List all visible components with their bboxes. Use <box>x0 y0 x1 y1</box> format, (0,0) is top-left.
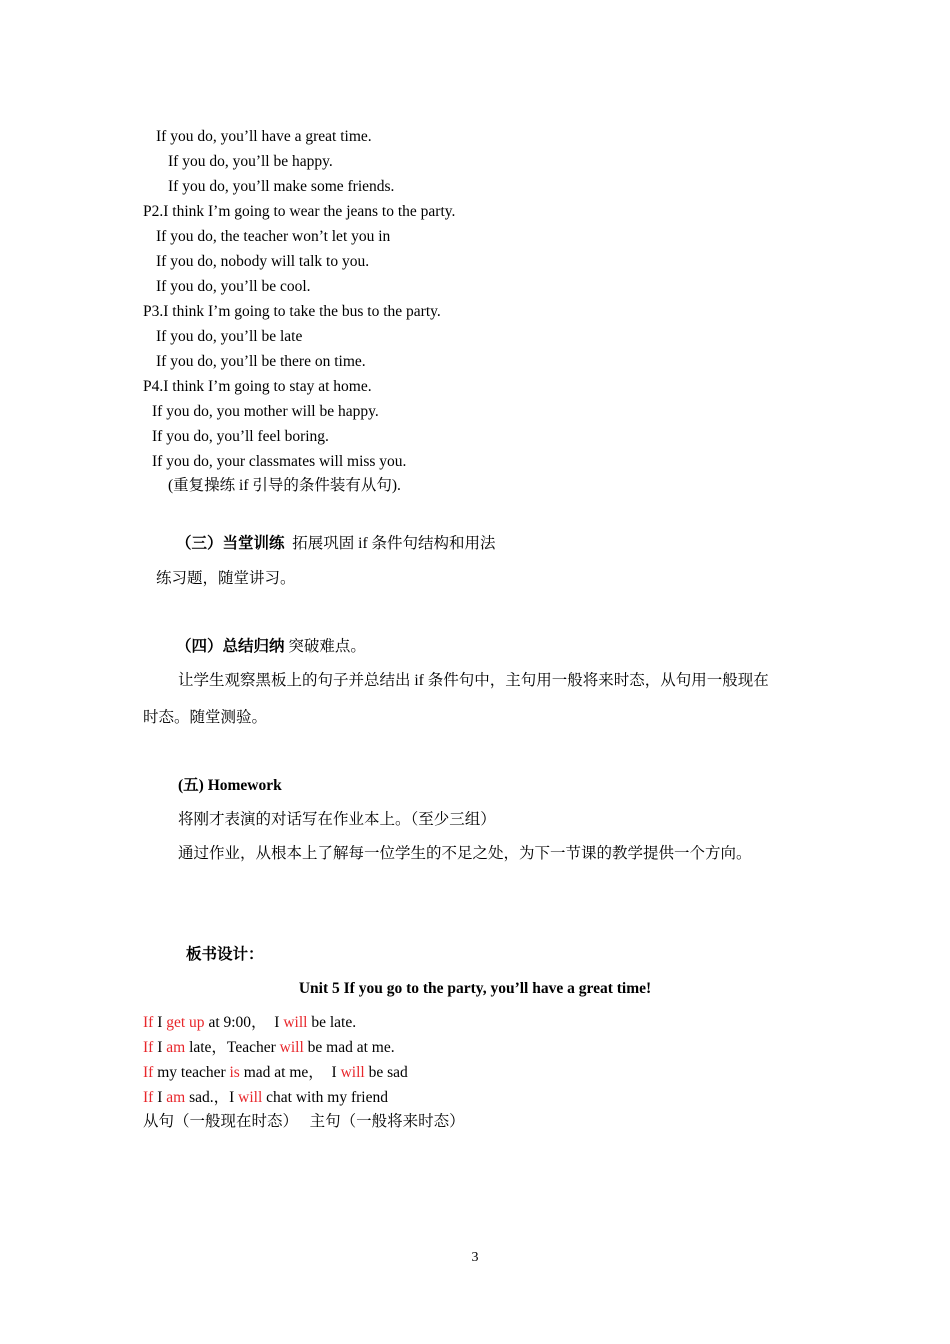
section4 <box>176 637 366 657</box>
p1-reply-1: If you do, you’ll have a great time. <box>156 128 372 145</box>
p4-reply-2: If you do, you’ll feel boring. <box>152 428 329 445</box>
verb-highlight: am <box>166 1039 186 1056</box>
if-keyword: If <box>143 1089 154 1106</box>
text: I <box>153 1014 167 1031</box>
section3-body: 练习题，随堂讲习。 <box>156 570 296 587</box>
p3-statement: P3.I think I’m going to take the bus to the party. <box>143 303 441 320</box>
p2-statement: P2.I think I’m going to wear the jeans to the party. <box>143 203 456 220</box>
if-keyword: If <box>143 1039 154 1056</box>
text: I <box>153 1089 167 1106</box>
board-caption-left: 从句（一般现在时态） <box>143 1113 299 1130</box>
board-caption-right: 主句（一般将来时态） <box>309 1113 465 1130</box>
will-highlight: will <box>279 1039 304 1056</box>
verb-highlight: is <box>229 1064 240 1081</box>
text: my teacher <box>153 1064 230 1081</box>
section5-line1: 将刚才表演的对话写在作业本上。（至少三组） <box>178 811 496 828</box>
p3-reply-2: If you do, you’ll be there on time. <box>156 353 366 370</box>
section3-heading: （三）当堂训练 <box>176 535 285 552</box>
section3-subtitle: 拓展巩固 if 条件句结构和用法 <box>292 535 496 552</box>
p2-reply-1: If you do, the teacher won’t let you in <box>156 228 391 245</box>
p4-reply-3: If you do, your classmates will miss you. <box>152 453 407 470</box>
p4-reply-1: If you do, you mother will be happy. <box>152 403 379 420</box>
text: be mad at me. <box>303 1039 395 1056</box>
board-sentence-4 <box>143 1088 388 1108</box>
board-label: 板书设计： <box>186 946 264 963</box>
text: be sad <box>364 1064 408 1081</box>
p2-reply-3: If you do, you’ll be cool. <box>156 278 311 295</box>
text: late，Teacher <box>185 1039 280 1056</box>
if-keyword: If <box>143 1064 154 1081</box>
text: sad.，I <box>185 1089 239 1106</box>
text: be late. <box>307 1014 357 1031</box>
board-caption <box>143 1112 465 1132</box>
verb-highlight: get up <box>166 1014 205 1031</box>
if-keyword: If <box>143 1014 154 1031</box>
text: chat with my friend <box>262 1089 388 1106</box>
board-sentence-3 <box>143 1063 408 1083</box>
text: mad at me， I <box>239 1064 341 1081</box>
text: at 9:00， I <box>204 1014 284 1031</box>
page-number: 3 <box>471 1250 479 1265</box>
p3-reply-1: If you do, you’ll be late <box>156 328 303 345</box>
board-title: Unit 5 If you go to the party, you’ll have a great time! <box>298 980 652 997</box>
will-highlight: will <box>238 1089 263 1106</box>
p4-statement: P4.I think I’m going to stay at home. <box>143 378 372 395</box>
section4-heading: （四）总结归纳 <box>176 638 285 655</box>
p1-reply-2: If you do, you’ll be happy. <box>168 153 333 170</box>
text: I <box>153 1039 167 1056</box>
verb-highlight: am <box>166 1089 186 1106</box>
section4-body-line1: 让学生观察黑板上的句子并总结出 if 条件句中，主句用一般将来时态，从句用一般现在 <box>178 672 769 689</box>
section5-heading: (五) Homework <box>178 777 282 794</box>
section3 <box>176 534 496 554</box>
section5-line2: 通过作业，从根本上了解每一位学生的不足之处，为下一节课的教学提供一个方向。 <box>178 845 752 862</box>
will-highlight: will <box>340 1064 365 1081</box>
section4-subtitle: 突破难点。 <box>288 638 366 655</box>
board-sentence-2 <box>143 1038 395 1058</box>
board-sentence-1 <box>143 1013 356 1033</box>
p2-reply-2: If you do, nobody will talk to you. <box>156 253 370 270</box>
section4-body-line2: 时态。随堂测验。 <box>143 709 268 726</box>
drill-note: (重复操练 if 引导的条件装有从句). <box>168 477 401 494</box>
p1-reply-3: If you do, you’ll make some friends. <box>168 178 395 195</box>
will-highlight: will <box>283 1014 308 1031</box>
